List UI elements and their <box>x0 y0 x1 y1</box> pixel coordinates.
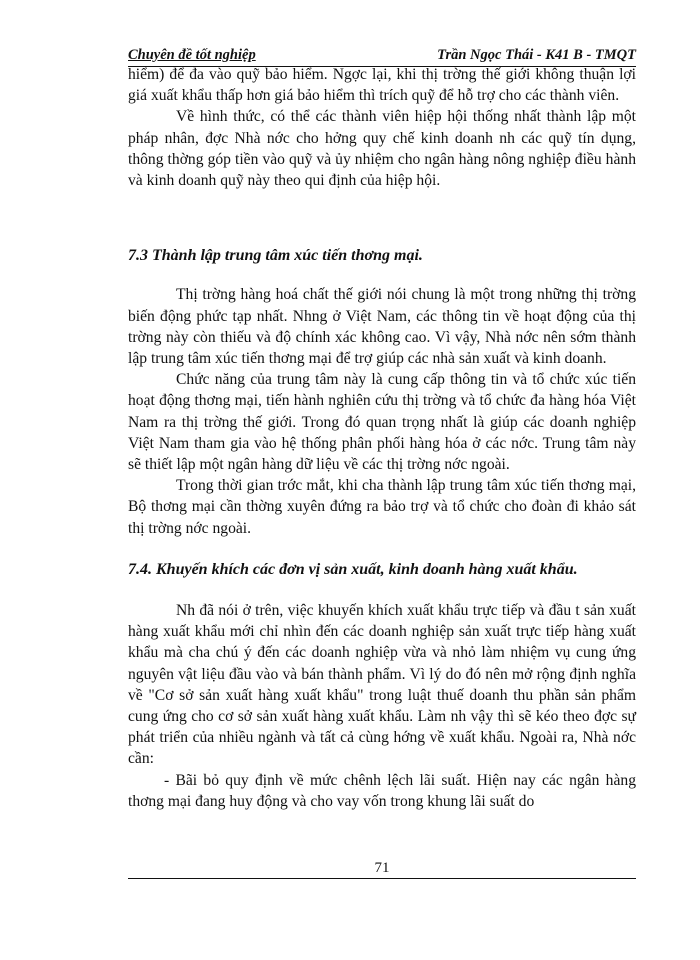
paragraph-market-info: Thị trờng hàng hoá chất thế giới nói chung là một trong những thị trờng biến động phức tạp nhất. Nhng ở Việt Nam, các thông tin về hoạt động của thị trờng này còn thiếu và độ chính xác không cao. Vì vậy, Nhà nớc nên sớm thành lập trung tâm xúc tiến thơng mại để trợ giúp các nhà sản xuất và kinh doanh. <box>128 286 636 368</box>
paragraph-interest-rate: - Bãi bỏ quy định về mức chênh lệch lãi suất. Hiện nay các ngân hàng thơng mại đang huy động và cho vay vốn trong khung lãi suất do <box>128 771 636 810</box>
paragraph-export-incentives: Nh đã nói ở trên, việc khuyến khích xuất khẩu trực tiếp và đầu t sản xuất hàng xuất khẩu mới chỉ nhìn đến các doanh nghiệp sản xuất trực tiếp hàng xuất khẩu mà cha chú ý đến các doanh nghiệp vừa và nhỏ làm nhiệm vụ cung ứng nguyên vật liệu đầu vào và bán thành phẩm. Vì lý do đó nên mở rộng định nghĩa về "Cơ sở sản xuất hàng xuất khẩu" trong luật thuế doanh thu phần sản phẩm cung ứng cho cơ sở sản xuất hàng xuất khẩu. Làm nh vậy thì sẽ kéo theo đợc sự phát triển của nhiều ngành và tất cả cùng hớng về xuất khẩu. Ngoài ra, Nhà nớc cần: <box>128 602 636 768</box>
section-heading-7-4: 7.4. Khuyến khích các đơn vị sản xuất, kinh doanh hàng xuất khẩu. <box>128 560 578 578</box>
page-number: 71 <box>374 860 390 876</box>
paragraph-short-term: Trong thời gian trớc mắt, khi cha thành lập trung tâm xúc tiến thơng mại, Bộ thơng mại cần thờng xuyên đứng ra bảo trợ và tổ chức cho đoàn đi khảo sát thị trờng nớc ngoài. <box>128 477 636 537</box>
header-author: Trần Ngọc Thái - K41 B - TMQT <box>437 47 636 63</box>
paragraph-legal-form: Về hình thức, có thể các thành viên hiệp hội thống nhất thành lập một pháp nhân, đợc Nhà nớc cho hởng quy chế kinh doanh nh các quỹ tín dụng, thông thờng góp tiền vào quỹ và ủy nhiệm cho ngân hàng nông nghiệp điều hành và kinh doanh quỹ này theo qui định của hiệp hội. <box>128 108 636 190</box>
header-title: Chuyên đề tốt nghiệp <box>128 47 256 63</box>
paragraph-center-function: Chức năng của trung tâm này là cung cấp thông tin và tổ chức xúc tiến hoạt động thơng mại, tiến hành nghiên cứu thị trờng và tổ chức đa hàng hóa Việt Nam ra thị trờng thế giới. Trong đó quan trọng nhất là giúp các doanh nghiệp Việt Nam tham gia vào hệ thống phân phối hàng hóa ở các nớc. Trung tâm này sẽ thiết lập một ngân hàng dữ liệu về các thị trờng nớc ngoài. <box>128 371 636 474</box>
paragraph-continuation: hiểm) để đa vào quỹ bảo hiểm. Ngợc lại, khi thị trờng thế giới không thuận lợi giá xuất khẩu thấp hơn giá bảo hiểm thì trích quỹ để hỗ trợ cho các thành viên. <box>128 66 636 105</box>
footer-divider <box>128 878 636 879</box>
section-heading-7-3: 7.3 Thành lập trung tâm xúc tiến thơng mại. <box>128 247 423 265</box>
document-body <box>128 64 636 812</box>
